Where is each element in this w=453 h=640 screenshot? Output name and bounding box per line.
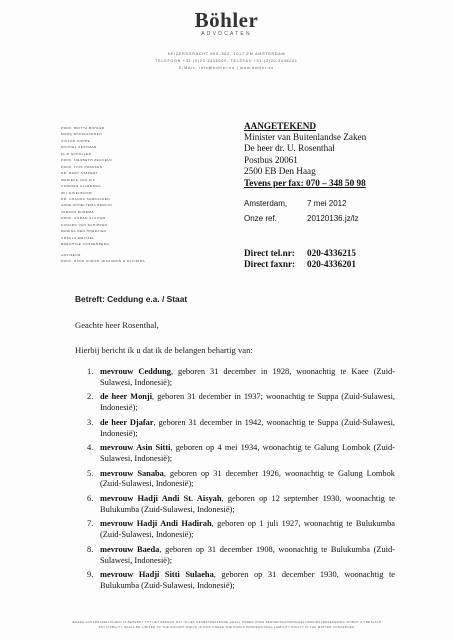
place-label: Amsterdam, [244,199,288,208]
list-item [87,519,395,541]
list-number: 6. [87,493,94,503]
client-details: , geboren op 31 december 1930, woonachtig te Bulukumba (Zuid-Sulawesi, Indonesië); [100,570,396,590]
subject-line: Betreft: Ceddung e.a. / Staat [75,294,188,304]
list-item [87,392,395,414]
client-name: mevrouw Hadji Andi Hadirah [100,519,212,529]
recipient-line: 2500 EB Den Haag [244,165,316,176]
partner-name: MICHIEL PESTMAN [61,145,97,150]
list-item [87,367,395,389]
list-number: 2. [87,392,94,402]
client-entry [100,545,395,567]
client-details: , geboren 31 december in 1942, woonachtig te Suppa (Zuid-Sulawesi, Indonesië); [100,417,395,438]
client-name: mevrouw Ceddung [100,367,171,376]
client-entry [100,494,395,516]
list-number: 3. [87,417,94,427]
letter-meta [244,198,359,228]
list-number: 5. [87,468,94,478]
partner-name: WIL EIKELBOOM [61,190,92,195]
partner-name: PROF. THIS PRAKKEN [61,164,103,169]
fax-line: Tevens per fax: 070 – 348 50 98 [244,178,366,188]
client-details: , geboren op 12 september 1930, woonachtig te Bulukumba (Zuid-Sulawesi, Indonesië); [100,493,395,514]
reference-label: Onze ref. [244,214,277,223]
client-details: , geboren op 4 mei 1934, woonachtig te Galung Lombok (Zuid-Sulawesi, Indonesië); [100,443,395,463]
list-item [87,418,395,440]
reference-row [244,213,359,228]
client-name: mevrouw Hadji Andi St. Aisyah [100,493,222,503]
client-details: , geboren 31 december in 1937; woonachtig te Suppa (Zuid-Sulawesi, Indonesië); [100,392,395,413]
partner-name: MARINA DEN HOEDJIER [61,229,107,234]
client-name: mevrouw Baeda [100,544,160,554]
intro-paragraph: Hierbij bericht ik u dat ik de belangen behartig van: [75,345,253,355]
client-entry [100,570,395,592]
list-number: 1. [87,367,94,376]
client-details: , geboren op 31 december 1908, woonachtig te Bulukumba (Zuid-Sulawesi, Indonesië); [100,544,395,565]
partner-name: DR. CHANNA SAMKALDEN [61,196,111,201]
direct-fax-row [244,259,356,270]
direct-tel-row [244,248,356,259]
direct-contact [244,248,356,270]
recipient-line: Minister van Buitenlandse Zaken [244,132,367,143]
partner-name: PROF. BRITTA BÖHLER [61,126,105,130]
partner-name: KONARD VAN SCHIPPEN [61,222,108,227]
salutation: Geachte heer Rosenthal, [75,320,159,330]
registered-mail-tag: AANGETEKEND [244,121,316,131]
list-item [87,545,395,567]
list-number: 7. [87,519,94,529]
client-entry [100,367,395,389]
client-entry [100,519,395,541]
recipient-block [244,121,366,177]
direct-tel-number: 020-4336215 [307,248,356,258]
letter-date: 7 mei 2012 [307,199,347,208]
liability-footer [0,620,453,630]
firm-email: E-MAIL: info@bohler.eu | www.bohler.eu [179,66,274,70]
list-item [87,443,395,465]
firm-address-block [0,51,453,72]
partner-name: MARIEKE VAN EIK [61,177,96,182]
list-item [87,570,395,592]
client-entry [100,443,395,465]
fax-notice [244,178,366,189]
partner-name: FLIP SCHÜLLER [61,151,92,156]
client-details: , geboren 31 december in 1928, woonachtig te Kaee (Zuid-Sulawesi, Indonesië); [100,367,395,387]
partner-name: TAMARA BUREMA [61,209,95,214]
partner-name: PROF. GÖRAN SLUITER [61,216,106,221]
footer-line-dutch: IEDERE AANSPRAKELIJKHEID IS BEPERKT TOT HET BEDRAG DAT IN HET DESBETREFFENDE GEVAL ONDER ONZE BEROEPSAANSPRAKELIJKHEIDSVERZEKERING WORDT UITBETAALD [71,620,382,624]
firm-phone: TELEFOON +31 (0)20.3445000, TELEFAX +31 (0)20.3446201 [155,59,298,63]
direct-fax-label: Direct faxnr: [244,259,296,270]
client-list [87,367,395,596]
client-entry [100,418,395,440]
partner-name: CORRIEN ULLERSMA [61,184,101,189]
advisor-name: PROF. HANS SURON JESSURUN D'OLIVEIRA [61,259,146,264]
reference-number: 20120136.jz/lz [307,214,359,223]
list-item [87,469,395,491]
direct-fax-number: 020-4336201 [307,259,356,270]
client-name: mevrouw Hadji Sitti Sulaeha [100,570,214,580]
client-name: mevrouw Asin Sitti [100,443,171,453]
list-number: 4. [87,443,94,453]
partner-name: URSULA WEITZEL [61,235,95,240]
recipient-line: De heer dr. U. Rosenthal [244,143,335,154]
client-name: de heer Djafar [100,417,154,427]
partner-name: BRECHTJE VOSSENBERG [61,242,110,247]
letterhead [0,10,453,37]
partner-name: PROF. LIESBETH ZEGVELD [61,158,113,163]
client-details: , geboren op 1 juli 1927, woonachtig te Bulukumba (Zuid-Sulawesi, Indonesië); [100,519,396,540]
client-details: , geboren op 31 december 1926, woonachtig te Galung Lombok (Zuid-Sulawesi, Indonesië); [100,468,395,489]
client-name: de heer Monji [100,392,153,402]
firm-street-address: KEIZERSGRACHT 560–562, 1017 EM AMSTERDAM [167,52,286,56]
footer-line-english: ANY LIABILITY SHALL BE LIMITED TO THE AMOUNT WHICH IS PAID UNDER THE FIRM'S PROFESSIONAL LIABILITY POLICY IN THE MATTER CONCERNED [98,625,355,629]
firm-logo-subtitle: ADVOCATEN [201,31,252,37]
list-item [87,494,395,516]
direct-tel-label: Direct tel.nr: [244,248,295,258]
date-row [244,198,359,213]
firm-logo: Böhler [194,8,259,32]
partner-list [61,125,171,265]
partner-name: DR. BART STAPERT [61,171,99,176]
partner-name: ANNE SCHELTEMA BEDUIN [61,203,113,208]
partner-name: VICTOR KOPPE [61,138,91,143]
client-entry [100,392,395,414]
partner-name: MARQ WIJNGAARDEN [61,132,103,137]
list-number: 8. [87,544,94,554]
list-number: 9. [87,570,94,580]
recipient-line: Postbus 20061 [244,154,298,165]
client-entry [100,469,395,491]
advisor-label: ADVISEUR [61,252,81,257]
client-name: mevrouw Sanaba [100,468,164,478]
